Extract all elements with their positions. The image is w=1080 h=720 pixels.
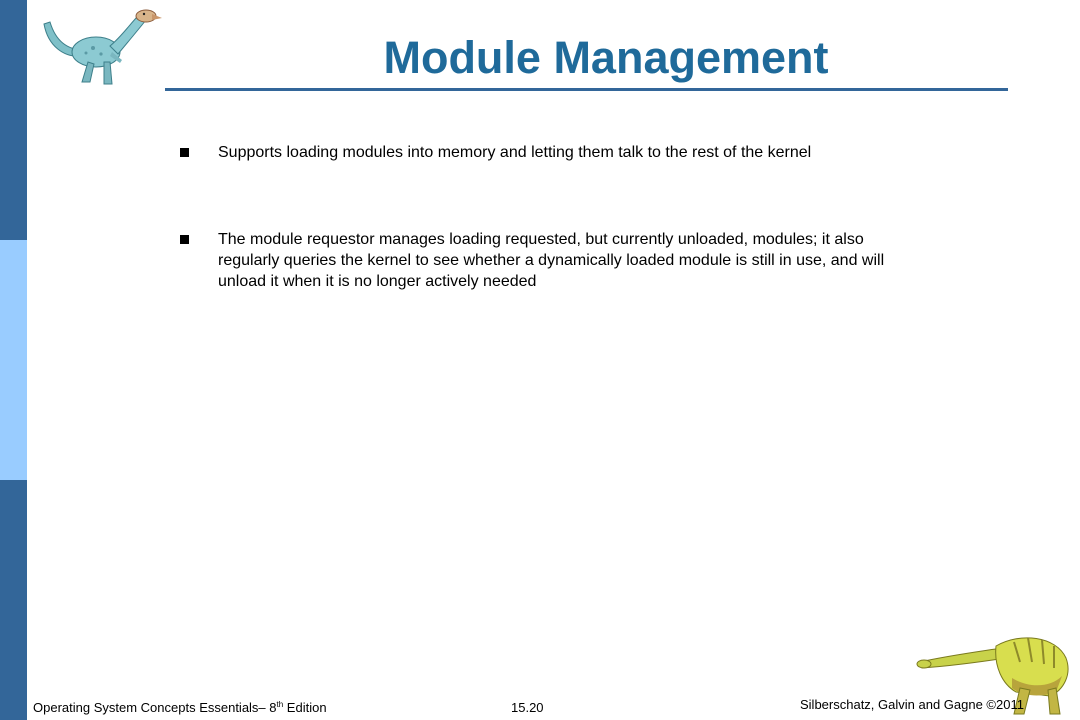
sidebar-segment-bottom — [0, 480, 27, 720]
slide-title: Module Management — [383, 32, 829, 83]
sidebar-band — [0, 0, 27, 720]
dinosaur-top-icon — [38, 6, 164, 88]
bullet-item — [180, 229, 900, 292]
bullet-item — [180, 142, 900, 163]
footer-page-number: 15.20 — [511, 700, 544, 715]
footer-copyright: Silberschatz, Galvin and Gagne ©2011 — [800, 697, 1024, 712]
sidebar-segment-top — [0, 0, 27, 240]
footer-book-sup: th — [276, 700, 284, 709]
title-underline — [165, 88, 1008, 91]
footer-book-suffix: Edition — [283, 700, 327, 715]
square-bullet-icon — [180, 148, 189, 157]
square-bullet-icon — [180, 235, 189, 244]
footer-book-title — [33, 700, 327, 715]
sidebar-segment-middle — [0, 240, 27, 480]
bullet-text: The module requestor manages loading requested, but currently unloaded, modules; it also regularly queries the kernel to see whether a dynamically loaded module is still in use, and will unload it when it is no longer actively needed — [218, 231, 885, 290]
footer-book-prefix: Operating System Concepts Essentials– 8 — [33, 700, 277, 715]
bullet-text: Supports loading modules into memory and letting them talk to the rest of the kernel — [218, 144, 812, 161]
